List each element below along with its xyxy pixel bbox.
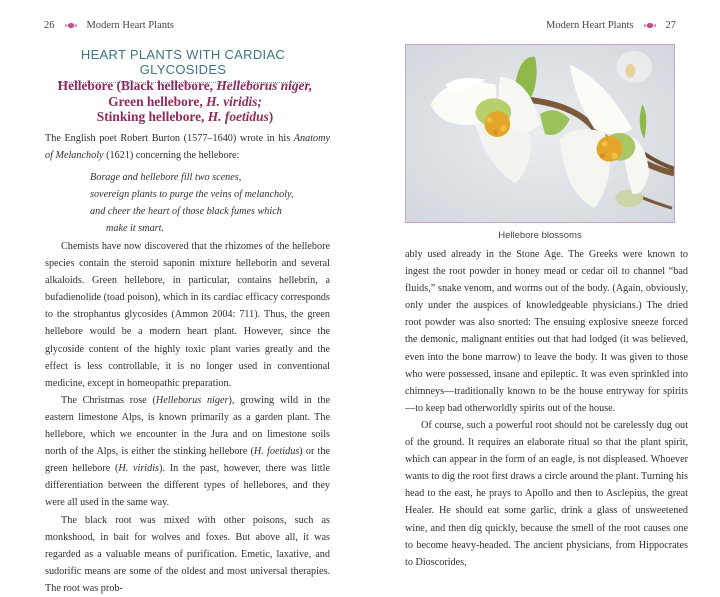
paragraph: ably used already in the Stone Age. The Greeks were known to ingest the root powder in honey mead or cedar oil to channel “bad fluids,” snake venom, and worms out of the body. (Again, obviously, only under the auspices of knowledgeable physicians.) The dried root powder was also snorted: The ensuing explosive sneeze forced the demonic, malignant entities out that had lodged (it was believed, even into the bone marrow) to leave the body. It was given to those who were possessed, insane and epileptic. It was even sprinkled into chimneys—traditionally known to be the house entryway for spirits—to keep bad otherworldly spirits out of the house.	[405, 249, 688, 414]
running-head-title: Modern Heart Plants	[546, 20, 634, 31]
entry-title-line-2: Green hellebore, H. viridis;	[108, 93, 262, 109]
running-head-title: Modern Heart Plants	[86, 20, 174, 31]
page-number: 26	[44, 20, 55, 31]
quote-line: and cheer the heart of those black fumes which	[90, 205, 282, 217]
entry-title	[40, 78, 330, 125]
quote-line: Borage and hellebore fill two scenes,	[90, 172, 242, 183]
running-head-left	[44, 20, 174, 31]
entry-title-line-1: Hellebore (Black hellebore, Helleborus niger,	[57, 78, 313, 93]
right-page	[360, 0, 720, 568]
photo-caption: Hellebore blossoms	[498, 230, 582, 241]
block-quote	[90, 170, 330, 238]
running-head-right	[546, 20, 676, 31]
page-number: 27	[665, 20, 676, 31]
entry-title-line-3: Stinking hellebore, H. foetidus)	[96, 109, 274, 124]
heart-ornament-icon	[65, 22, 77, 29]
hellebore-photo	[405, 44, 675, 223]
heart-ornament-icon	[644, 22, 656, 29]
left-body-text	[45, 238, 330, 597]
hellebore-illustration	[406, 45, 674, 222]
left-page	[0, 0, 360, 594]
section-heading: HEART PLANTS WITH CARDIAC GLYCOSIDES	[58, 47, 308, 83]
right-body-text	[405, 246, 688, 571]
paragraph: The Christmas rose (Helleborus niger), growing wild in the eastern limestone Alps, is known primarily as a garden plant. The hellebore, which we encounter in the Jura and on limestone soils north of the Alps, is either the stinking hellebore (H. foetidus) or the green hellebore (H. viridis). In the past, however, there was little differentiation between the different types of hellebores, and they were all used in the same way.	[45, 394, 330, 509]
quote-line: make it smart.	[106, 222, 165, 234]
paragraph: The black root was mixed with other poisons, such as monkshood, in bait for wolves and foxes. But above all, it was regarded as a valuable means of purification. Emetic, laxative, and sudorific means are some of the oldest and most universal therapies. The root was prob-	[45, 514, 330, 594]
paragraph: Of course, such a powerful root should not be carelessly dug out of the ground. It requires an elaborate ritual so that the plant spirit, which can appear in the form of an eagle, is not displeased. Whoever wants to dig the root first draws a circle around the plant. Turning his head to the east, he prays to Apollo and then to Asclepius, the great Healer. He should eat some garlic, drink a glass of unsweetened wine, and then dig quickly, because the smell of the root causes one to become heavy-headed. The ancient physicians, from Hippocrates to Dioscorides,	[405, 419, 688, 568]
quote-line: sovereign plants to purge the veins of melancholy,	[90, 188, 294, 200]
intro-paragraph: The English poet Robert Burton (1577–1640) wrote in his Anatomy of Melancholy (1621) concerning the hellebore:	[45, 133, 330, 162]
paragraph: Chemists have now discovered that the rhizomes of the hellebore species contain the steroid saponin mixture helleborin and several alkaloids. Green hellebore, in particular, contains hellebrin, a bufadienolide (toad poison), which in its cardiac efficacy corresponds to the strophantus glycosides (Ammon 2004: 711). Thus, the green hellebore would be a modern heart plant. However, since the glycoside content of the highly toxic plant varies greatly and the effect is less controllable, it is no longer used in conventional medicine, except in homeopathic preparation.	[45, 241, 330, 389]
